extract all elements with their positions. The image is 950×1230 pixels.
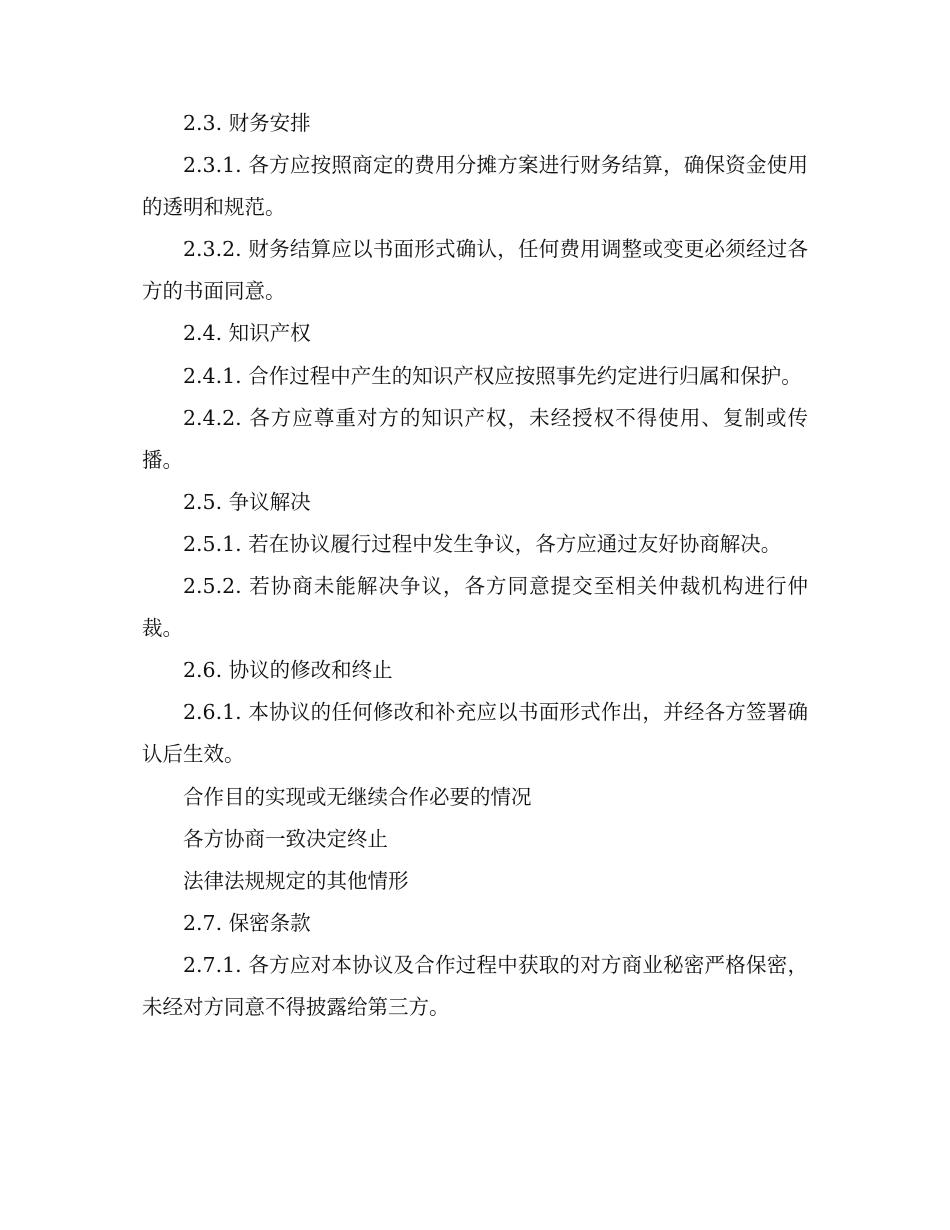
section-heading-2-6: 2.6. 协议的修改和终止: [183, 658, 393, 683]
clause-2-7-1: 2.7.1. 各方应对本协议及合作过程中获取的对方商业秘密严格保密，未经对方同意不得披露给第三方。: [142, 952, 808, 1019]
clause-2-4-1: 2.4.1. 合作过程中产生的知识产权应按照事先约定进行归属和保护。: [183, 363, 802, 388]
clause-2-6-1: 2.6.1. 本协议的任何修改和补充应以书面形式作出，并经各方签署确认后生效。: [142, 700, 808, 767]
termination-condition-2: 各方协商一致决定终止: [183, 826, 388, 851]
clause-2-4-2: 2.4.2. 各方应尊重对方的知识产权，未经授权不得使用、复制或传播。: [142, 405, 808, 472]
clause-2-3-1: 2.3.1. 各方应按照商定的费用分摊方案进行财务结算，确保资金使用的透明和规范。: [142, 153, 808, 220]
termination-condition-3: 法律法规规定的其他情形: [183, 868, 409, 893]
section-heading-2-3: 2.3. 财务安排: [183, 111, 311, 135]
clause-2-5-2: 2.5.2. 若协商未能解决争议，各方同意提交至相关仲裁机构进行仲裁。: [142, 574, 808, 641]
clause-2-3-2: 2.3.2. 财务结算应以书面形式确认，任何费用调整或变更必须经过各方的书面同意。: [142, 237, 808, 304]
section-heading-2-5: 2.5. 争议解决: [183, 489, 311, 514]
termination-condition-1: 合作目的实现或无继续合作必要的情况: [183, 784, 532, 809]
section-heading-2-4: 2.4. 知识产权: [183, 321, 311, 346]
clause-2-5-1: 2.5.1. 若在协议履行过程中发生争议，各方应通过友好协商解决。: [183, 531, 782, 556]
document-body: [142, 102, 808, 1028]
section-heading-2-7: 2.7. 保密条款: [183, 910, 311, 935]
